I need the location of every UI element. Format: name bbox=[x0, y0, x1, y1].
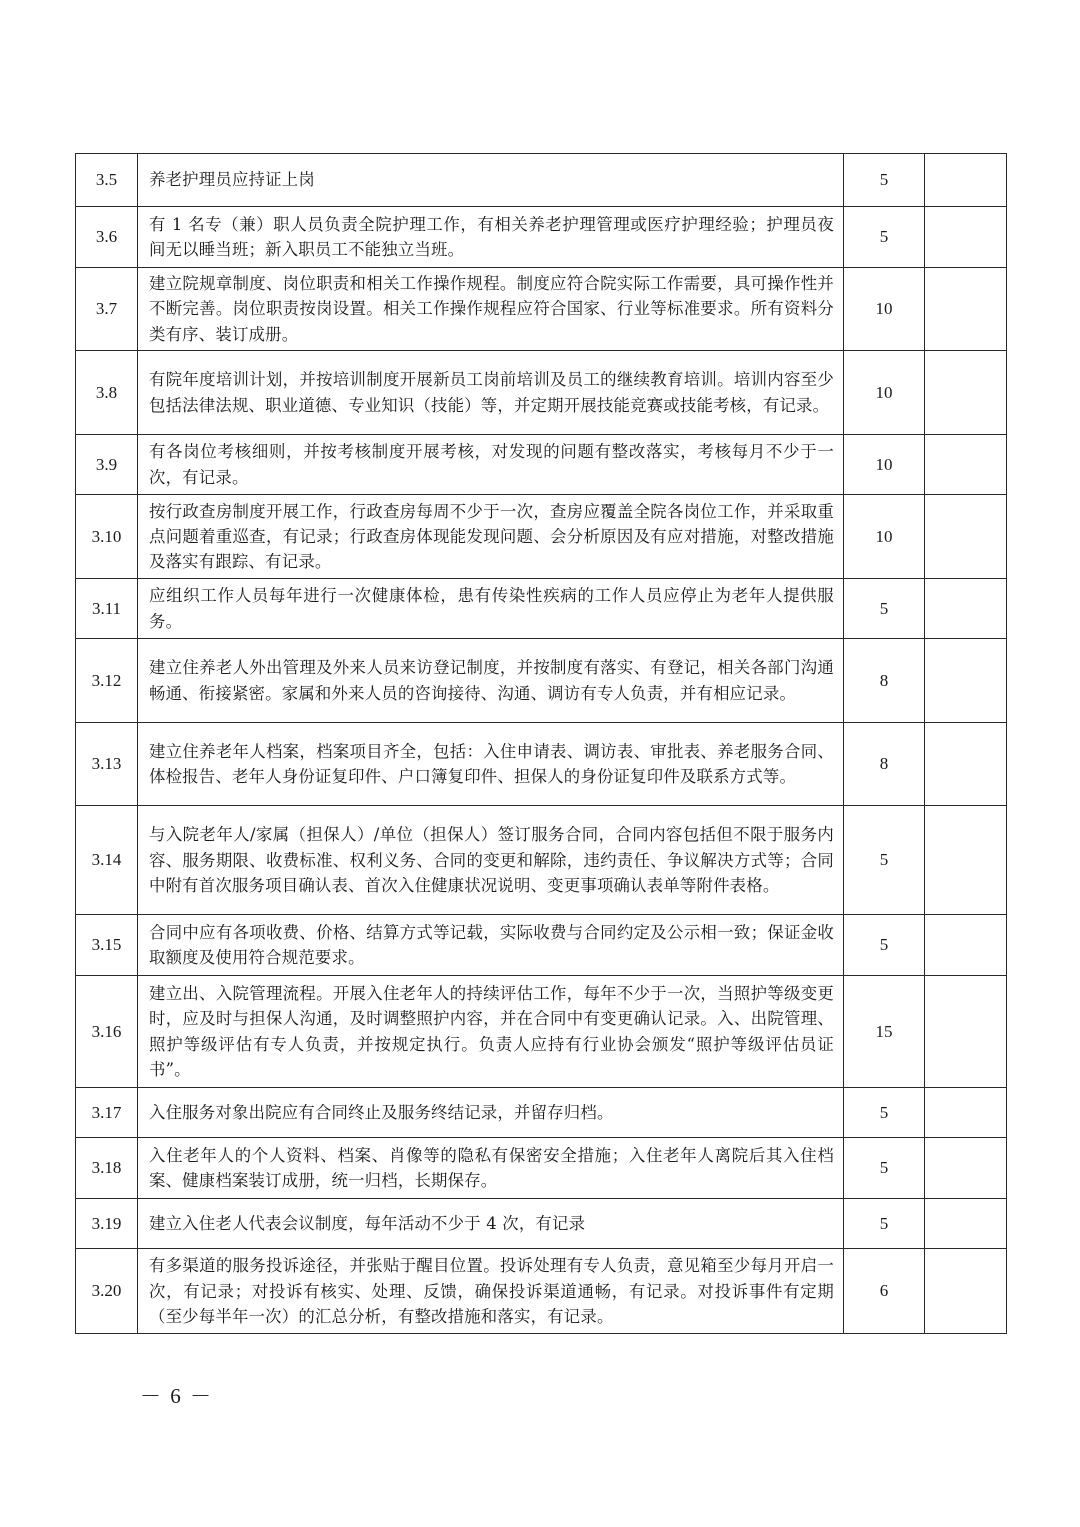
item-score: 6 bbox=[844, 1249, 925, 1334]
item-requirement: 养老护理员应持证上岗 bbox=[138, 154, 844, 207]
item-requirement: 按行政查房制度开展工作，行政查房每周不少于一次，查房应覆盖全院各岗位工作，并采取重点问题着重巡查，有记录；行政查房体现能发现问题、会分析原因及有应对措施，对整改措施及落实有跟踪、有记录。 bbox=[138, 495, 844, 579]
item-score: 10 bbox=[844, 268, 925, 351]
table-row bbox=[76, 207, 1007, 268]
blank-cell bbox=[925, 154, 1007, 207]
item-number: 3.19 bbox=[76, 1199, 138, 1249]
item-number: 3.14 bbox=[76, 806, 138, 915]
table-row bbox=[76, 639, 1007, 723]
item-requirement: 有 1 名专（兼）职人员负责全院护理工作，有相关养老护理管理或医疗护理经验；护理员夜间无以睡当班；新入职员工不能独立当班。 bbox=[138, 207, 844, 268]
table-row bbox=[76, 1138, 1007, 1199]
table-row bbox=[76, 1199, 1007, 1249]
blank-cell bbox=[925, 435, 1007, 495]
table-row bbox=[76, 351, 1007, 435]
item-number: 3.20 bbox=[76, 1249, 138, 1334]
blank-cell bbox=[925, 806, 1007, 915]
item-score: 5 bbox=[844, 1138, 925, 1199]
item-number: 3.10 bbox=[76, 495, 138, 579]
item-score: 5 bbox=[844, 915, 925, 976]
table-row bbox=[76, 268, 1007, 351]
blank-cell bbox=[925, 579, 1007, 639]
blank-cell bbox=[925, 915, 1007, 976]
evaluation-table bbox=[75, 153, 1007, 1334]
item-score: 5 bbox=[844, 806, 925, 915]
item-requirement: 有各岗位考核细则，并按考核制度开展考核，对发现的问题有整改落实，考核每月不少于一次，有记录。 bbox=[138, 435, 844, 495]
item-requirement: 建立住养老人外出管理及外来人员来访登记制度，并按制度有落实、有登记，相关各部门沟通畅通、衔接紧密。家属和外来人员的咨询接待、沟通、调访有专人负责，并有相应记录。 bbox=[138, 639, 844, 723]
item-requirement: 有多渠道的服务投诉途径，并张贴于醒目位置。投诉处理有专人负责，意见箱至少每月开启一次，有记录；对投诉有核实、处理、反馈，确保投诉渠道通畅，有记录。对投诉事件有定期（至少每半年一次）的汇总分析，有整改措施和落实，有记录。 bbox=[138, 1249, 844, 1334]
item-score: 5 bbox=[844, 154, 925, 207]
blank-cell bbox=[925, 1088, 1007, 1138]
item-number: 3.11 bbox=[76, 579, 138, 639]
item-requirement: 建立出、入院管理流程。开展入住老年人的持续评估工作，每年不少于一次，当照护等级变更时，应及时与担保人沟通，及时调整照护内容，并在合同中有变更确认记录。入、出院管理、照护等级评估有专人负责，并按规定执行。负责人应持有行业协会颁发“照护等级评估员证书”。 bbox=[138, 976, 844, 1088]
item-number: 3.13 bbox=[76, 723, 138, 806]
item-number: 3.6 bbox=[76, 207, 138, 268]
item-requirement: 入住老年人的个人资料、档案、肖像等的隐私有保密安全措施；入住老年人离院后其入住档案、健康档案装订成册，统一归档，长期保存。 bbox=[138, 1138, 844, 1199]
item-score: 5 bbox=[844, 1199, 925, 1249]
item-score: 8 bbox=[844, 639, 925, 723]
item-score: 10 bbox=[844, 351, 925, 435]
item-requirement: 应组织工作人员每年进行一次健康体检，患有传染性疾病的工作人员应停止为老年人提供服务。 bbox=[138, 579, 844, 639]
table-row bbox=[76, 915, 1007, 976]
table-row bbox=[76, 976, 1007, 1088]
item-score: 10 bbox=[844, 495, 925, 579]
table-row bbox=[76, 579, 1007, 639]
item-requirement: 入住服务对象出院应有合同终止及服务终结记录，并留存归档。 bbox=[138, 1088, 844, 1138]
item-requirement: 合同中应有各项收费、价格、结算方式等记载，实际收费与合同约定及公示相一致；保证金收取额度及使用符合规范要求。 bbox=[138, 915, 844, 976]
item-number: 3.18 bbox=[76, 1138, 138, 1199]
table-row bbox=[76, 435, 1007, 495]
item-score: 8 bbox=[844, 723, 925, 806]
item-requirement: 与入院老年人/家属（担保人）/单位（担保人）签订服务合同，合同内容包括但不限于服务内容、服务期限、收费标准、权利义务、合同的变更和解除，违约责任、争议解决方式等；合同中附有首次服务项目确认表、首次入住健康状况说明、变更事项确认表单等附件表格。 bbox=[138, 806, 844, 915]
table-row bbox=[76, 1249, 1007, 1334]
table-row bbox=[76, 154, 1007, 207]
item-number: 3.7 bbox=[76, 268, 138, 351]
item-number: 3.9 bbox=[76, 435, 138, 495]
evaluation-table-body bbox=[76, 154, 1007, 1334]
blank-cell bbox=[925, 495, 1007, 579]
item-number: 3.15 bbox=[76, 915, 138, 976]
item-score: 10 bbox=[844, 435, 925, 495]
item-score: 5 bbox=[844, 1088, 925, 1138]
item-score: 15 bbox=[844, 976, 925, 1088]
blank-cell bbox=[925, 1249, 1007, 1334]
item-requirement: 建立院规章制度、岗位职责和相关工作操作规程。制度应符合院实际工作需要，具可操作性并不断完善。岗位职责按岗设置。相关工作操作规程应符合国家、行业等标准要求。所有资料分类有序、装订成册。 bbox=[138, 268, 844, 351]
blank-cell bbox=[925, 268, 1007, 351]
blank-cell bbox=[925, 1138, 1007, 1199]
table-row bbox=[76, 723, 1007, 806]
item-requirement: 建立入住老人代表会议制度，每年活动不少于 4 次，有记录 bbox=[138, 1199, 844, 1249]
blank-cell bbox=[925, 1199, 1007, 1249]
item-number: 3.17 bbox=[76, 1088, 138, 1138]
item-requirement: 建立住养老年人档案，档案项目齐全，包括：入住申请表、调访表、审批表、养老服务合同、体检报告、老年人身份证复印件、户口簿复印件、担保人的身份证复印件及联系方式等。 bbox=[138, 723, 844, 806]
blank-cell bbox=[925, 976, 1007, 1088]
table-row bbox=[76, 806, 1007, 915]
table-row bbox=[76, 495, 1007, 579]
item-number: 3.16 bbox=[76, 976, 138, 1088]
blank-cell bbox=[925, 207, 1007, 268]
table-row bbox=[76, 1088, 1007, 1138]
item-requirement: 有院年度培训计划，并按培训制度开展新员工岗前培训及员工的继续教育培训。培训内容至少包括法律法规、职业道德、专业知识（技能）等，并定期开展技能竞赛或技能考核，有记录。 bbox=[138, 351, 844, 435]
page-number: － 6 － bbox=[140, 1384, 213, 1408]
item-score: 5 bbox=[844, 207, 925, 268]
item-number: 3.8 bbox=[76, 351, 138, 435]
item-number: 3.5 bbox=[76, 154, 138, 207]
item-score: 5 bbox=[844, 579, 925, 639]
blank-cell bbox=[925, 723, 1007, 806]
blank-cell bbox=[925, 639, 1007, 723]
item-number: 3.12 bbox=[76, 639, 138, 723]
blank-cell bbox=[925, 351, 1007, 435]
